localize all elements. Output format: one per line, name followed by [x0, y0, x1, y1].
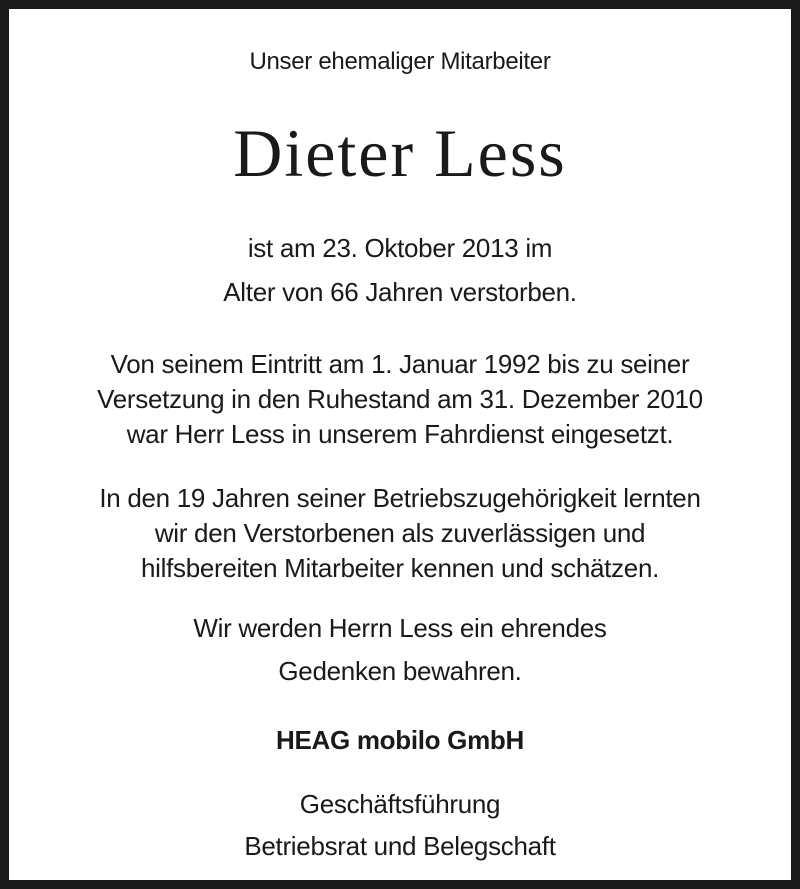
- death-notice-line-1: ist am 23. Oktober 2013 im: [247, 233, 553, 263]
- signatory-management: Geschäftsführung: [299, 789, 501, 819]
- company-name: HEAG mobilo GmbH: [276, 725, 524, 755]
- deceased-name: Dieter Less: [233, 115, 567, 191]
- service-line-3: war Herr Less in unserem Fahrdienst eingesetzt.: [126, 419, 674, 449]
- tribute-line-2: wir den Verstorbenen als zuverlässigen und: [154, 518, 646, 548]
- signatory-works-council: Betriebsrat und Belegschaft: [244, 831, 556, 861]
- tribute-line-3: hilfsbereiten Mitarbeiter kennen und schätzen.: [140, 553, 660, 583]
- service-line-1: Von seinem Eintritt am 1. Januar 1992 bis zu seiner: [110, 349, 690, 379]
- intro-text: Unser ehemaliger Mitarbeiter: [249, 48, 551, 75]
- remembrance-line-1: Wir werden Herrn Less ein ehrendes: [193, 613, 607, 643]
- death-notice-line-2: Alter von 66 Jahren verstorben.: [223, 277, 577, 307]
- remembrance-line-2: Gedenken bewahren.: [278, 656, 522, 686]
- service-line-2: Versetzung in den Ruhestand am 31. Dezember 2010: [97, 384, 703, 414]
- tribute-line-1: In den 19 Jahren seiner Betriebszugehörigkeit lernten: [99, 483, 701, 513]
